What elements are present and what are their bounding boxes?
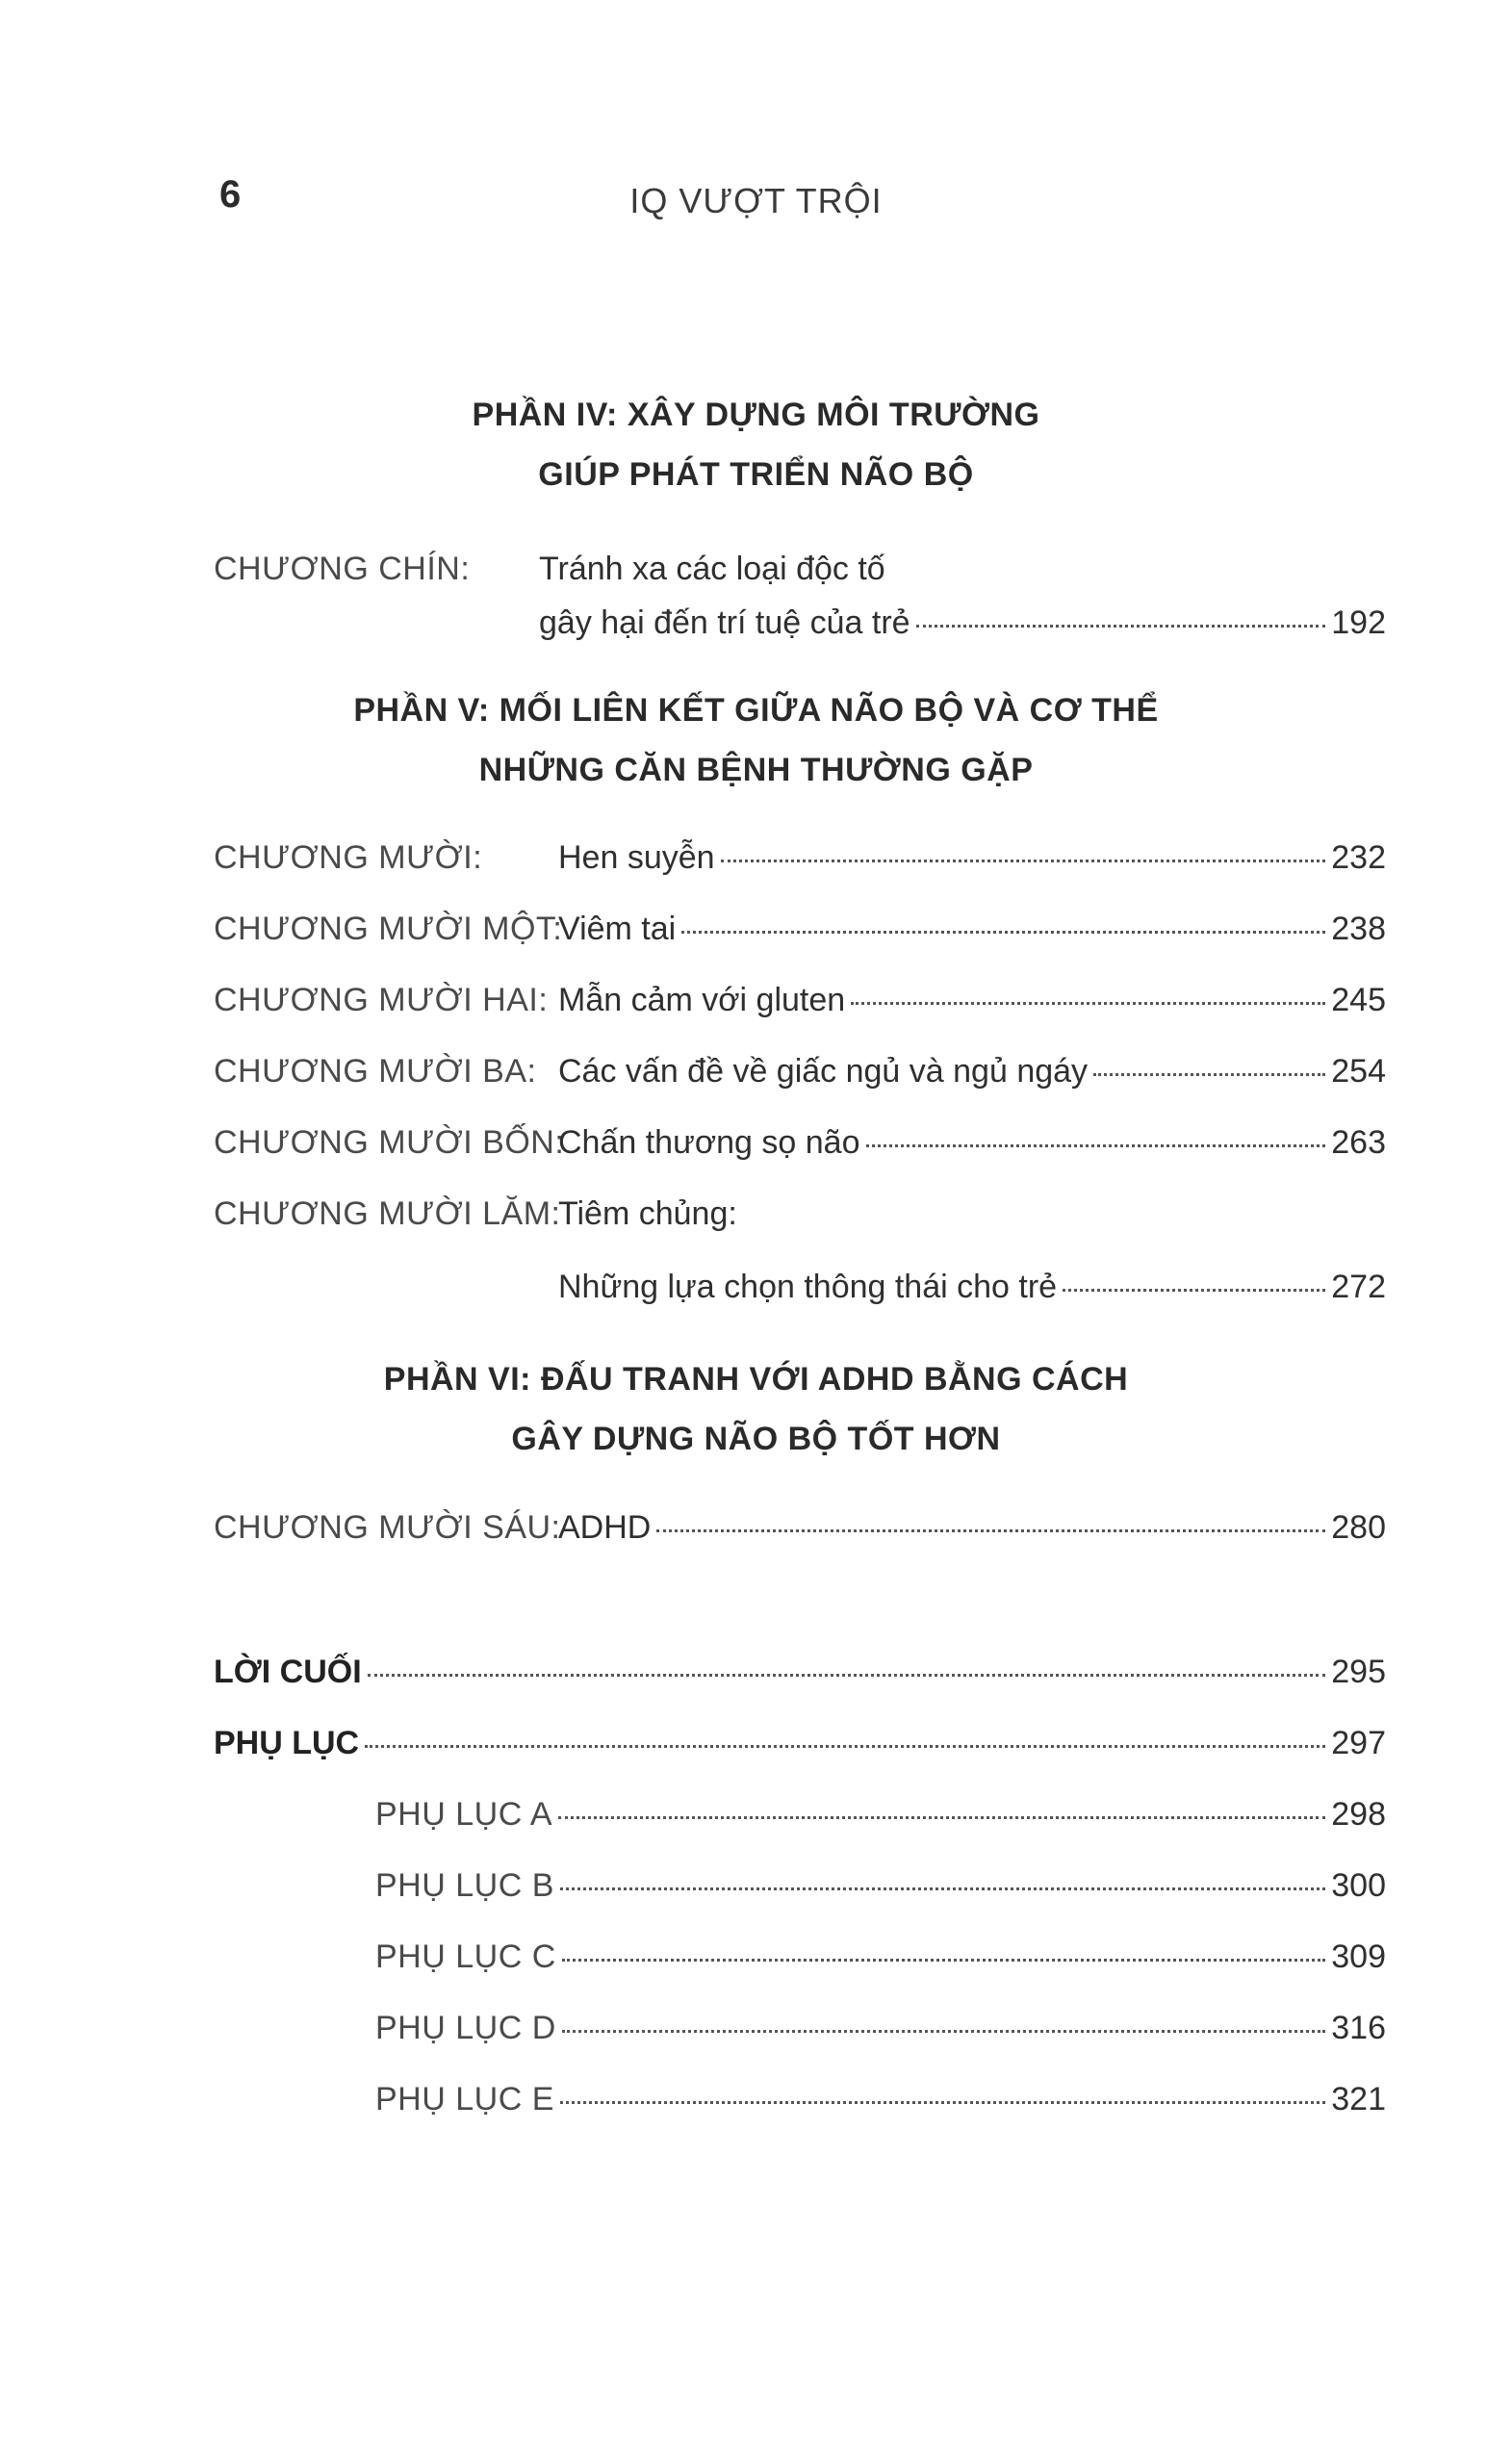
dot-leader: [681, 931, 1325, 934]
dot-leader: [560, 1887, 1325, 1890]
chapter-label: CHƯƠNG MƯỜI MỘT:: [214, 911, 563, 947]
dot-leader: [562, 1959, 1326, 1962]
toc-entry-appendix-e[interactable]: [375, 2081, 1386, 2118]
toc-entry-chapter-11[interactable]: [558, 911, 1386, 948]
dot-leader: [368, 1674, 1326, 1677]
page-header: [0, 173, 1512, 231]
page-ref: 232: [1331, 839, 1386, 876]
page-ref: 254: [1331, 1053, 1386, 1090]
appendix-title: PHỤ LỤC E: [375, 2081, 554, 2118]
toc-entry-appendix-a[interactable]: [375, 1796, 1386, 1834]
part-title-line: NHỮNG CĂN BỆNH THƯỜNG GẶP: [478, 752, 1034, 788]
toc-entry-epilogue[interactable]: [214, 1654, 1386, 1691]
toc-entry-appendix-c[interactable]: [375, 1938, 1386, 1976]
toc-entry-chapter-12[interactable]: [558, 982, 1386, 1019]
page-ref: 272: [1331, 1269, 1386, 1305]
appendix-title: PHỤ LỤC D: [375, 2010, 556, 2046]
toc-entry-chapter-9[interactable]: [539, 604, 1386, 642]
dot-leader: [365, 1745, 1325, 1748]
chapter-title: Mẫn cảm với gluten: [558, 982, 846, 1018]
dot-leader: [866, 1144, 1326, 1147]
appendix-title: PHỤ LỤC A: [375, 1796, 552, 1833]
part-title-line: GIÚP PHÁT TRIỂN NÃO BỘ: [538, 456, 974, 493]
page-ref: 263: [1331, 1124, 1386, 1161]
chapter-title: ADHD: [558, 1509, 652, 1546]
toc-entry-chapter-16[interactable]: [558, 1509, 1386, 1547]
part-title-line: GÂY DỰNG NÃO BỘ TỐT HƠN: [511, 1421, 1001, 1457]
part-title-line: PHẦN IV: XÂY DỰNG MÔI TRƯỜNG: [472, 397, 1040, 433]
part-title-line: PHẦN VI: ĐẤU TRANH VỚI ADHD BẰNG CÁCH: [383, 1361, 1129, 1398]
appendix-title: PHỤ LỤC B: [375, 1867, 554, 1904]
chapter-title: Hen suyễn: [558, 839, 715, 876]
toc-entry-chapter-14[interactable]: [558, 1124, 1386, 1162]
chapter-label: CHƯƠNG MƯỜI SÁU:: [214, 1509, 561, 1546]
page-ref: 309: [1331, 1938, 1386, 1975]
part-6-title: [0, 1349, 1512, 1469]
chapter-label: CHƯƠNG MƯỜI BA:: [214, 1053, 537, 1090]
chapter-title: gây hại đến trí tuệ của trẻ: [539, 604, 910, 641]
chapter-label: CHƯƠNG MƯỜI HAI:: [214, 982, 549, 1018]
running-title: IQ VƯỢT TRỘI: [629, 181, 883, 220]
chapter-title: Tránh xa các loại độc tố: [539, 551, 885, 587]
section-title: LỜI CUỐI: [214, 1654, 362, 1690]
dot-leader: [560, 2101, 1325, 2104]
chapter-label: CHƯƠNG MƯỜI:: [214, 839, 483, 876]
part-5-title: [0, 680, 1512, 800]
toc-entry-chapter-15[interactable]: [558, 1269, 1386, 1306]
page-ref: 298: [1331, 1796, 1386, 1833]
chapter-title: Viêm tai: [558, 911, 677, 947]
chapter-label: CHƯƠNG MƯỜI LĂM:: [214, 1195, 561, 1232]
page-ref: 238: [1331, 911, 1386, 947]
chapter-label: CHƯƠNG MƯỜI BỐN:: [214, 1124, 565, 1161]
page-ref: 192: [1331, 604, 1386, 641]
toc-entry-chapter-10[interactable]: [558, 839, 1386, 877]
part-title-line: PHẦN V: MỐI LIÊN KẾT GIỮA NÃO BỘ VÀ CƠ THỂ: [353, 692, 1159, 729]
toc-entry-appendix-d[interactable]: [375, 2010, 1386, 2047]
toc-entry-chapter-13[interactable]: [558, 1053, 1386, 1091]
dot-leader: [1063, 1289, 1325, 1292]
page-ref: 297: [1331, 1725, 1386, 1761]
page-ref: 316: [1331, 2010, 1386, 2046]
chapter-label: CHƯƠNG CHÍN:: [214, 551, 471, 587]
page-ref: 245: [1331, 982, 1386, 1018]
dot-leader: [558, 1816, 1325, 1819]
chapter-title: Các vấn đề về giấc ngủ và ngủ ngáy: [558, 1053, 1089, 1090]
dot-leader: [721, 860, 1326, 862]
page-ref: 295: [1331, 1654, 1386, 1690]
toc-entry-appendix[interactable]: [214, 1725, 1386, 1762]
part-4-title: [0, 385, 1512, 504]
dot-leader: [1093, 1073, 1325, 1076]
appendix-title: PHỤ LỤC C: [375, 1938, 556, 1975]
page-ref: 280: [1331, 1509, 1386, 1546]
chapter-title: Tiêm chủng:: [558, 1195, 737, 1232]
dot-leader: [562, 2030, 1326, 2033]
chapter-title: Những lựa chọn thông thái cho trẻ: [558, 1269, 1058, 1305]
dot-leader: [851, 1002, 1325, 1005]
chapter-title: Chấn thương sọ não: [558, 1124, 860, 1161]
toc-entry-appendix-b[interactable]: [375, 1867, 1386, 1905]
page-ref: 300: [1331, 1867, 1386, 1904]
dot-leader: [916, 625, 1326, 628]
dot-leader: [656, 1529, 1325, 1532]
page-number: 6: [219, 173, 242, 216]
section-title: PHỤ LỤC: [214, 1725, 360, 1761]
page-ref: 321: [1331, 2081, 1386, 2118]
